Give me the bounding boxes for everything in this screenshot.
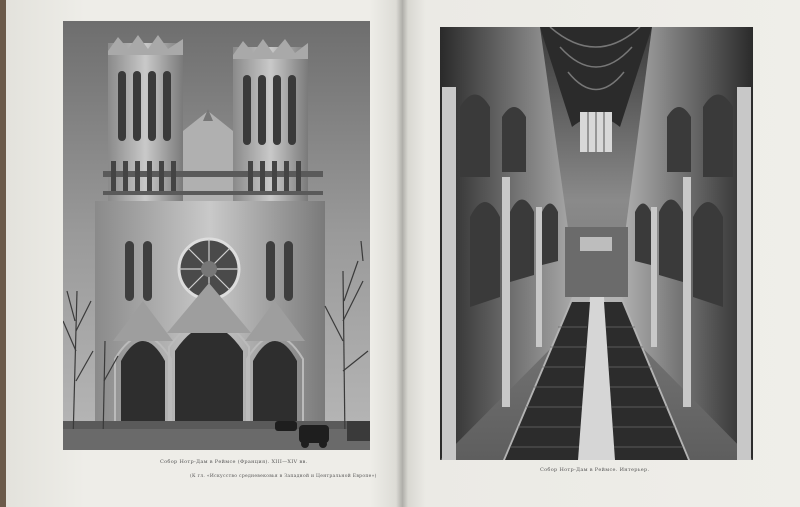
cathedral-nave-photo (440, 27, 753, 460)
cathedral-facade-photo (63, 21, 370, 450)
facade-illustration (63, 21, 370, 450)
nave-illustration (440, 27, 753, 460)
left-caption-note: (К гл. «Искусство средневековья в Западной и Центральной Европе») (190, 474, 377, 479)
left-caption: Собор Нотр-Дам в Реймсе (Франция). XIII—XIV вв. (160, 459, 308, 465)
book-gutter (396, 0, 408, 507)
right-caption: Собор Нотр-Дам в Реймсе. Интерьер. (540, 467, 650, 473)
